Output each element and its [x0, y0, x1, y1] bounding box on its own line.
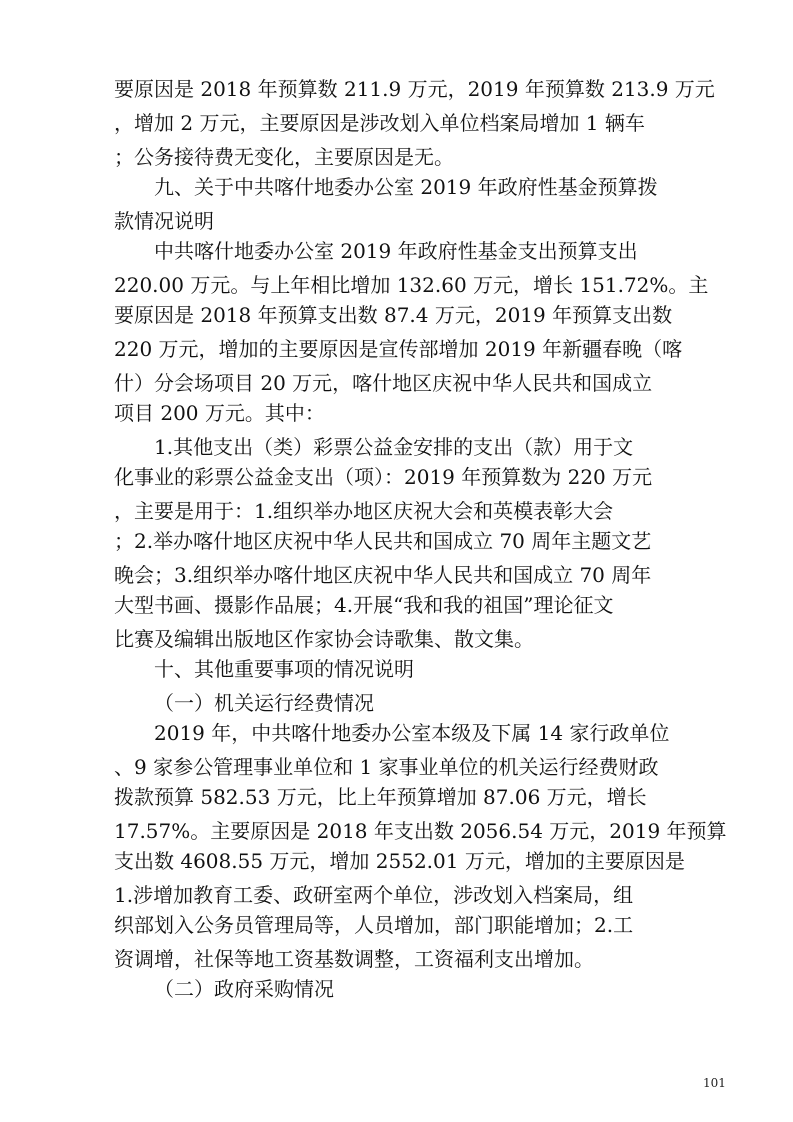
section-heading: 款情况说明 — [114, 209, 214, 233]
text-line: 织部划入公务员管理局等，人员增加，部门职能增加；2.工 — [114, 913, 634, 937]
text-line: ，主要是用于：1.组织举办地区庆祝大会和英模表彰大会 — [114, 499, 614, 523]
text-line: ，增加 2 万元，主要原因是涉改划入单位档案局增加 1 辆车 — [114, 111, 645, 135]
page-number: 101 — [703, 1076, 726, 1090]
text-line: ；公务接待费无变化，主要原因是无。 — [114, 145, 454, 169]
text-line: 化事业的彩票公益金支出（项）：2019 年预算数为 220 万元 — [114, 465, 653, 489]
text-line: 1.其他支出（类）彩票公益金安排的支出（款）用于文 — [154, 435, 634, 459]
text-line: 、9 家参公管理事业单位和 1 家事业单位的机关运行经费财政 — [114, 755, 659, 779]
text-line: 2019 年，中共喀什地委办公室本级及下属 14 家行政单位 — [154, 721, 670, 745]
text-line: 要原因是 2018 年预算数 211.9 万元，2019 年预算数 213.9 万元 — [114, 77, 715, 101]
text-line: 中共喀什地委办公室 2019 年政府性基金支出预算支出 — [154, 239, 638, 263]
text-line: 要原因是 2018 年预算支出数 87.4 万元，2019 年预算支出数 — [114, 303, 673, 327]
subsection-heading: （二）政府采购情况 — [154, 977, 334, 1001]
text-line: 220 万元，增加的主要原因是宣传部增加 2019 年新疆春晚（喀 — [114, 337, 683, 361]
text-line: 大型书画、摄影作品展；4.开展“我和我的祖国”理论征文 — [114, 593, 614, 617]
text-line: 支出数 4608.55 万元，增加 2552.01 万元，增加的主要原因是 — [114, 849, 685, 873]
text-line: 1.涉增加教育工委、政研室两个单位，涉改划入档案局，组 — [114, 883, 634, 907]
text-line: 17.57%。主要原因是 2018 年支出数 2056.54 万元，2019 年预算 — [114, 819, 727, 843]
section-heading: 九、关于中共喀什地委办公室 2019 年政府性基金预算拨 — [154, 175, 658, 199]
text-line: 资调增，社保等地工资基数调整，工资福利支出增加。 — [114, 947, 594, 971]
text-line: 什）分会场项目 20 万元，喀什地区庆祝中华人民共和国成立 — [114, 371, 653, 395]
section-heading: 十、其他重要事项的情况说明 — [154, 657, 414, 681]
text-line: 比赛及编辑出版地区作家协会诗歌集、散文集。 — [114, 627, 534, 651]
text-line: ；2.举办喀什地区庆祝中华人民共和国成立 70 周年主题文艺 — [114, 529, 652, 553]
text-line: 拨款预算 582.53 万元，比上年预算增加 87.06 万元，增长 — [114, 785, 647, 809]
text-line: 220.00 万元。与上年相比增加 132.60 万元，增长 151.72%。主 — [114, 273, 709, 297]
text-line: 晚会；3.组织举办喀什地区庆祝中华人民共和国成立 70 周年 — [114, 563, 652, 587]
subsection-heading: （一）机关运行经费情况 — [154, 691, 374, 715]
text-line: 项目 200 万元。其中： — [114, 401, 325, 425]
